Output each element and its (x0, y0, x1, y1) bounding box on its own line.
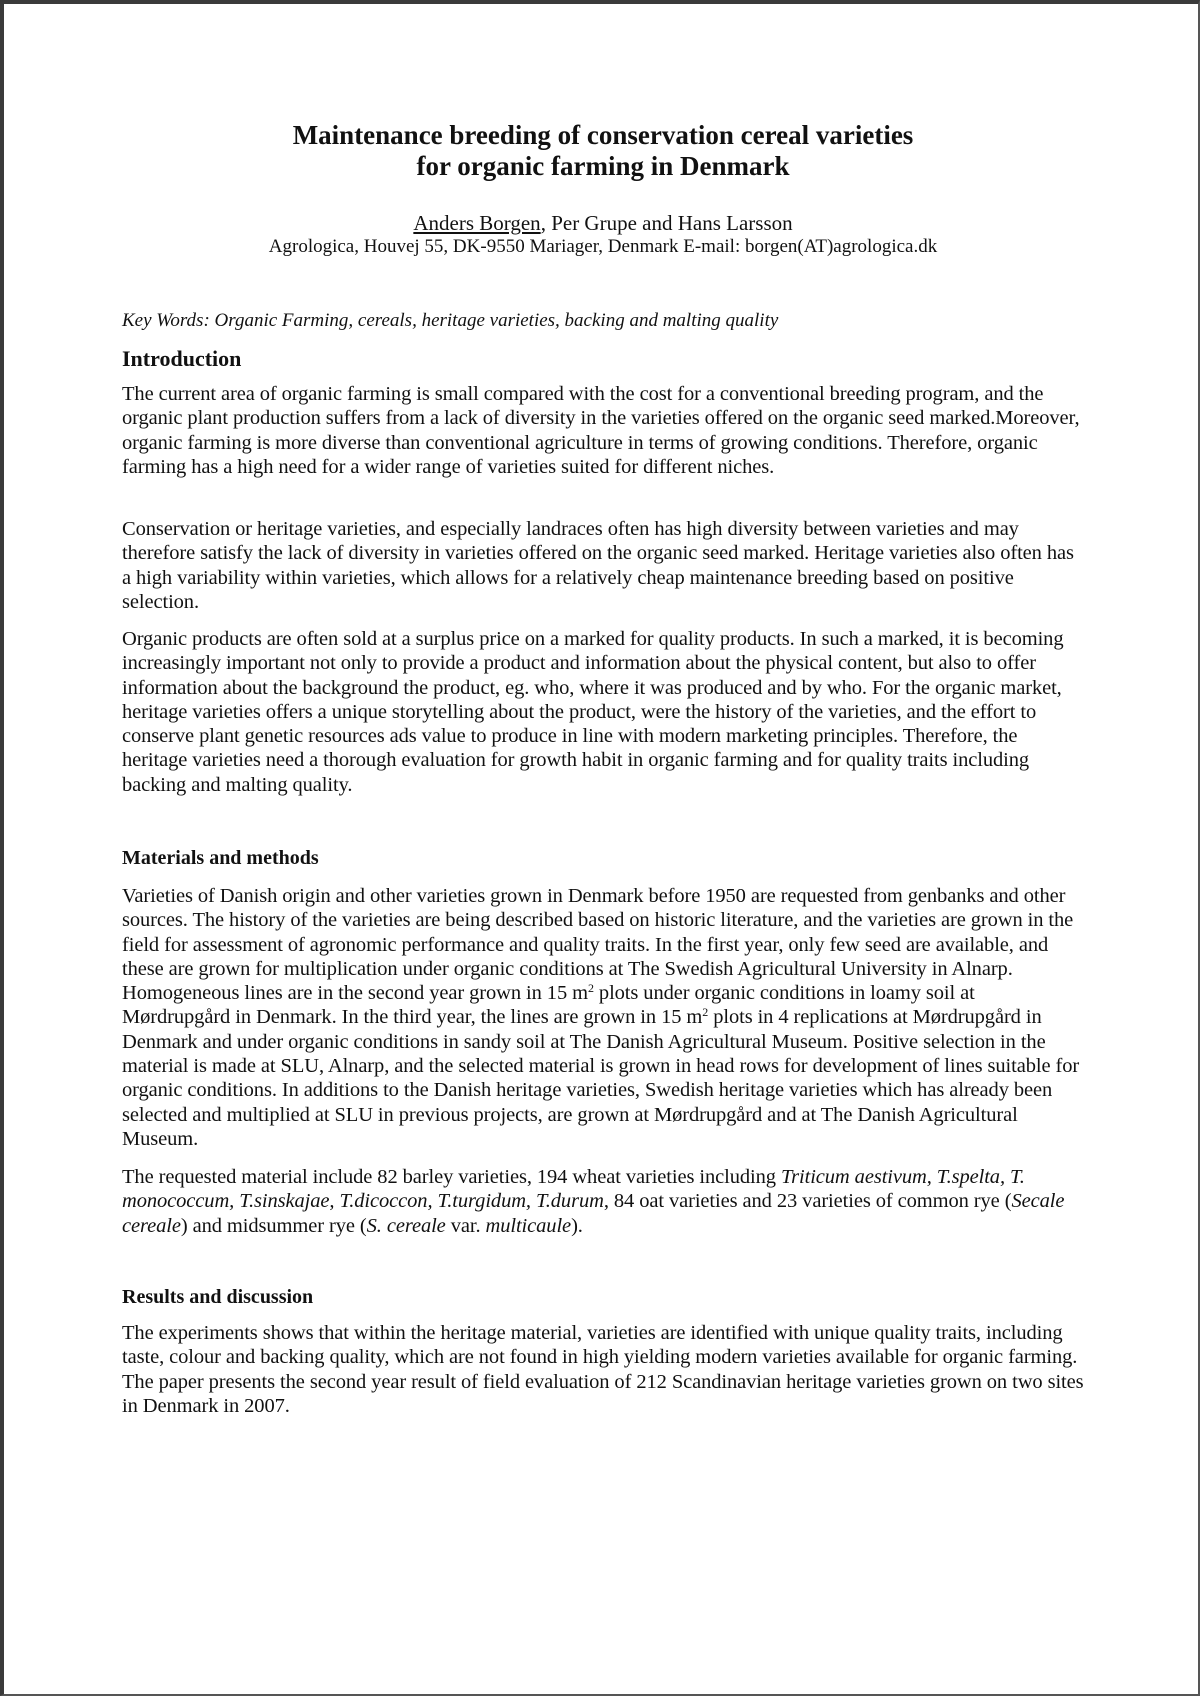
superscript-2: 2 (702, 1005, 709, 1020)
title-line-1: Maintenance breeding of conservation cereal varieties (292, 120, 914, 150)
methods-paragraph-2 (122, 1165, 1084, 1238)
variety-multicaule: multicaule (485, 1214, 572, 1237)
lead-author: Anders Borgen (413, 211, 541, 235)
methods-p2-part-a: The requested material include 82 barley varieties, 194 wheat varieties including (122, 1166, 781, 1188)
paper-title (122, 120, 1084, 182)
methods-paragraph-1 (122, 884, 1084, 1151)
methods-p1-part-a: Varieties of Danish origin and other varieties grown in Denmark before 1950 are requested from genbanks and other sources. The history of the varieties are being described based on historic literature, and the varieties are grown in the field for assessment of agronomic performance and quality traits. In the first year, only few seed are available, and these are grown for multiplication under organic conditions at The Swedish Agricultural University in Alnarp. Homogeneous lines are in the second year grown in 15 m (122, 885, 1074, 1005)
introduction-paragraph-3: Organic products are often sold at a surplus price on a marked for quality products. In such a marked, it is becoming increasingly important not only to provide a product and information about the physical content, but also to offer information about the background the product, eg. who, where it was produced and by who. For the organic market, heritage varieties offers a unique storytelling about the product, were the history of the varieties, and the effort to conserve plant genetic resources ads value to produce in line with modern marketing principles. Therefore, the heritage varieties need a thorough evaluation for growth habit in organic farming and for quality traits including backing and malting quality. (122, 628, 1064, 796)
results-heading: Results and discussion (122, 1286, 314, 1308)
methods-p1-part-b: plots under organic conditions in loamy soil at Mørdrupgård in Denmark. In the third year, the lines are grown in 15 m (122, 982, 975, 1029)
species-list: Triticum aestivum, T.spelta, T. monococcum, T.sinskajae, T.dicoccon, T.turgidum, T.durum (122, 1166, 1025, 1213)
title-line-2: for organic farming in Denmark (416, 151, 790, 181)
introduction-paragraph-1: The current area of organic farming is small compared with the cost for a conventional breeding program, and the organic plant production suffers from a lack of diversity in the varieties offered on the organic seed marked.Moreover, organic farming is more diverse than conventional agriculture in terms of growing conditions. Therefore, organic farming has a high need for a wider range of varieties suited for different niches. (122, 383, 1080, 478)
affiliation: Agrologica, Houvej 55, DK-9550 Mariager, Denmark E-mail: borgen(AT)agrologica.dk (268, 236, 938, 257)
keywords: Key Words: Organic Farming, cereals, heritage varieties, backing and malting quality (122, 310, 779, 331)
superscript-2: 2 (587, 981, 594, 996)
results-paragraph-1: The experiments shows that within the heritage material, varieties are identified with unique quality traits, including taste, colour and backing quality, which are not found in high yielding modern varieties available for organic farming. The paper presents the second year result of field evaluation of 212 Scandinavian heritage varieties grown on two sites in Denmark in 2007. (122, 1322, 1084, 1417)
species-s-cereale: S. cereale (366, 1214, 446, 1237)
co-authors: , Per Grupe and Hans Larsson (540, 211, 793, 235)
methods-p2-part-b: , 84 oat varieties and 23 varieties of common rye ( (603, 1190, 1012, 1213)
methods-p2-part-d: var. (445, 1214, 486, 1237)
author-list (122, 211, 1084, 235)
introduction-paragraph-2: Conservation or heritage varieties, and especially landraces often has high diversity between varieties and may therefore satisfy the lack of diversity in varieties offered on the organic seed marked. Heritage varieties also often has a high variability within varieties, which allows for a relatively cheap maintenance breeding based on positive selection. (122, 518, 1074, 613)
methods-p2-part-c: ) and midsummer rye ( (180, 1214, 367, 1237)
methods-heading: Materials and methods (122, 847, 319, 869)
species-secale: Secale cereale (122, 1190, 1065, 1237)
methods-p1-part-c: plots in 4 replications at Mørdrupgård in Denmark and under organic conditions in sandy soil at The Danish Agricultural Museum. Positive selection in the material is made at SLU, Alnarp, and the selected material is grown in head rows for development of lines suitable for organic conditions. In additions to the Danish heritage varieties, Swedish heritage varieties which has already been selected and multiplied at SLU in previous projects, are grown at Mørdrupgård and at The Danish Agricultural Museum. (122, 1006, 1080, 1150)
introduction-heading: Introduction (122, 346, 242, 371)
methods-p2-part-e: ). (571, 1214, 583, 1237)
